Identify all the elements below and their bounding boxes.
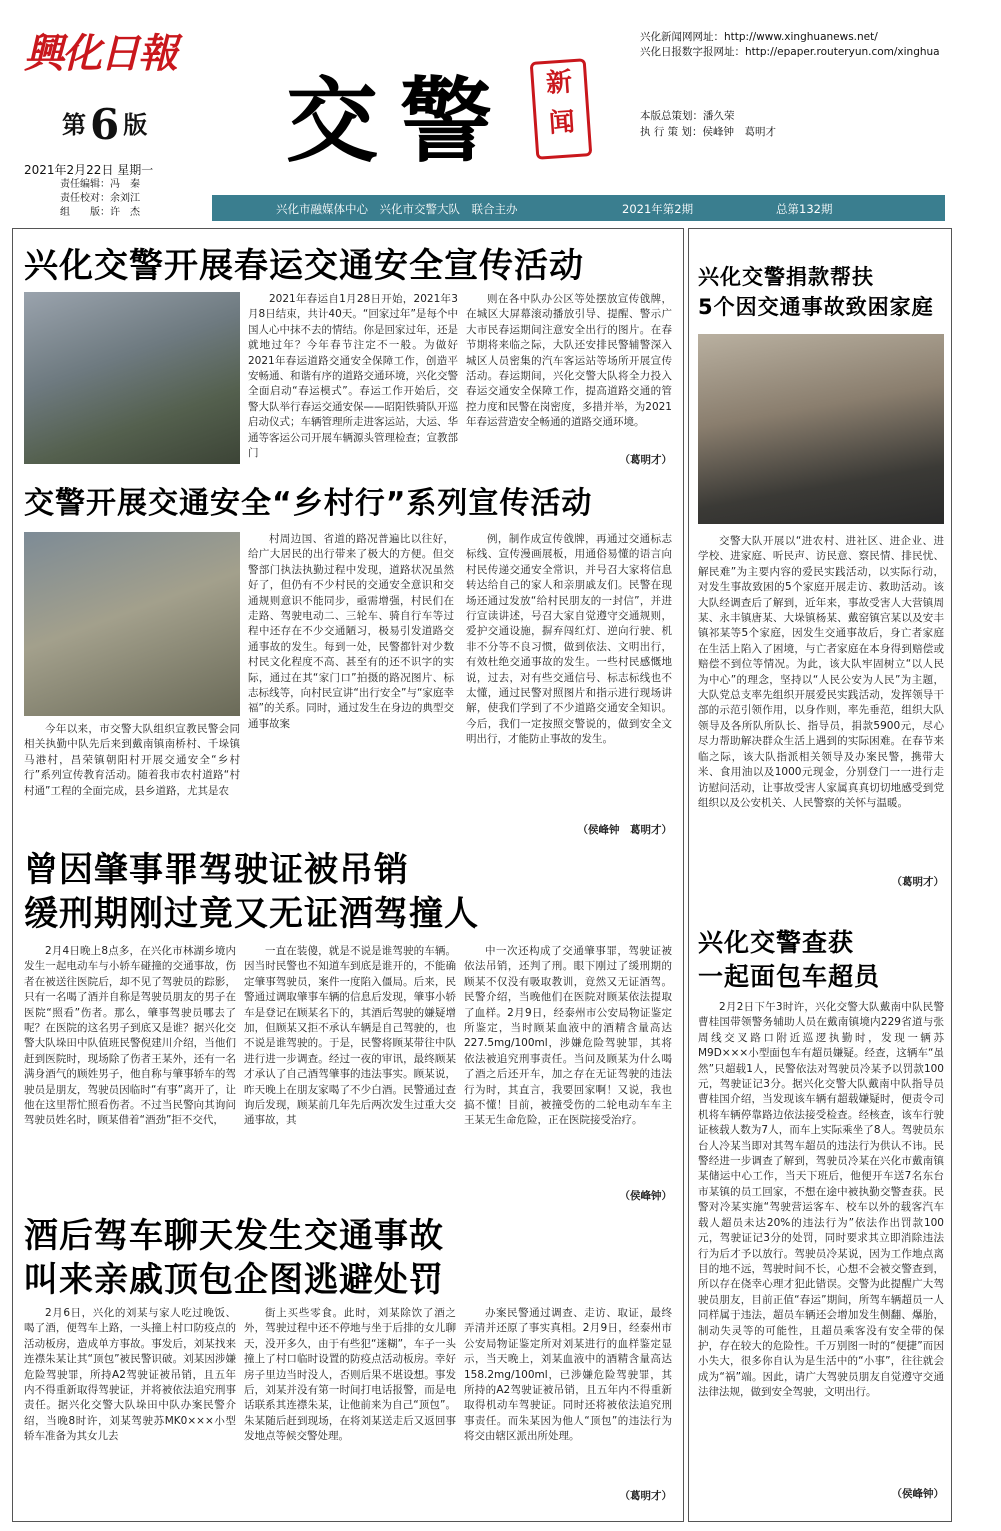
- article5-title-line1: 兴化交警捐款帮扶: [698, 265, 874, 289]
- article3-col2: 一直在装傻，就是不说是谁驾驶的车辆。因当时民警也不知道车到底是谁开的，不能确定肇事驾驶员，案件一度陷入僵局。后来，民警通过调取肇事车辆的信息后发现，肇事小轿车是登记在顾某名下的，其酒后驾驶的嫌疑增加，但顾某又拒不承认车辆是自己驾驶的，也不说是谁驾驶的。于是，民警将顾某带往中队进行进一步调查。经过一夜的审讯，最终顾某才承认了自己酒驾肇事的违法事实。顾某说，昨天晚上在朋友家喝了不少白酒。民警通过查询后发现，顾某前几年先后两次发生过重大交通事故，其: [244, 945, 456, 1127]
- editor-line-2: 责任校对：余刘江: [60, 193, 140, 204]
- article6-signature: （侯峰钟）: [891, 1488, 944, 1500]
- article5-title: [698, 262, 934, 322]
- url-news[interactable]: 兴化新闻网网址：http://www.xinghuanews.net/: [640, 31, 878, 43]
- article2-signature: （侯峰钟 葛明才）: [577, 824, 672, 836]
- newspaper-logo: 興化日報: [24, 30, 176, 77]
- chief-planner: 本版总策划：潘久荣: [640, 110, 735, 122]
- executive-planner: 执 行 策 划：侯峰钟 葛明才: [640, 126, 777, 138]
- article2-photo: [24, 532, 240, 716]
- planners: [640, 108, 776, 140]
- article4-title-line1: 酒后驾车聊天发生交通事故: [24, 1216, 444, 1256]
- article6-title-line2: 一起面包车超员: [698, 962, 881, 991]
- edition-number: [62, 100, 147, 149]
- edition-digit: 6: [90, 100, 120, 149]
- article3-title-line2: 缓刑期刚过竟又无证酒驾撞人: [24, 894, 479, 934]
- article1-photo: [24, 292, 240, 464]
- article6-body: 2月2日下午3时许，兴化交警大队戴南中队民警曹桂国带领警务辅助人员在戴南镇境内229省道与张周线交叉路口附近巡逻执勤时，发现一辆苏M9D×××小型面包车有超员嫌疑。经查，这辆车“虽然”只超载1人，民警依法对驾驶员冷某予以罚款100元，驾驶证记3分。据兴化交警大队戴南中队指导员曹桂国介绍，当发现该车辆有超载嫌疑时，便责令司机将车辆停靠路边依法接受检查。经核查，该车行驶证核载人数为7人，而车上实际乘坐了8人。驾驶员东台人冷某当即对其驾车超员的违法行为供认不讳。民警经进一步调查了解到，驾驶员冷某在兴化市戴南镇某储运中心工作，当天下班后，他便开车送7名东台市某镇的员工回家，不想在途中被执勤交警查获。民警对冷某实施“驾驶营运客车、校车以外的载客汽车载人超员未达20%的违法行为”依法作出罚款100元，驾驶证记3分的处罚，同时要求其立即消除违法行为后才予以放行。驾驶员冷某说，因为工作地点离目的地不远，驾驶时间不长，心想不会被交警查到，所以存在侥幸心理才犯此错误。交警为此提醒广大驾驶员朋友，目前正值“春运”期间，所驾车辆超员一人同样属于违法，超员车辆还会增加发生侧翻、爆胎，制动失灵等的可能性，且超员乘客没有安全带的保护，存在较大的危险性。千万别图一时的“便捷”而因小失大，很多你自认为是生活中的“小事”，往往就会成为“祸”端。因此，请广大驾驶员朋友自觉遵守交通法律法规，做到安全驾驶，文明出行。: [698, 1001, 944, 1399]
- article5-title-line2: 5个因交通事故致困家庭: [698, 295, 934, 319]
- url-epaper[interactable]: 兴化日报数字报网址：http://epaper.routeryun.com/xinghua: [640, 46, 940, 58]
- article1-signature: （葛明才）: [619, 454, 672, 466]
- article6-title-line1: 兴化交警查获: [698, 928, 855, 957]
- article4-title-line2: 叫来亲戚顶包企图逃避处罚: [24, 1260, 444, 1300]
- editor-line-3: 组 版：许 杰: [60, 207, 140, 218]
- band-hosts: 兴化市融媒体中心 兴化市交警大队 联合主办: [276, 202, 518, 216]
- article4-col1: 2月6日，兴化的刘某与家人吃过晚饭、喝了酒，便驾车上路，一头撞上村口防疫点的活动板房，造成单方事故。事发后，刘某找来连襟朱某让其“顶包”被民警识破。刘某因涉嫌危险驾驶罪，所持A2驾驶证被吊销，且五年内不得重新取得驾驶证，并将被依法追究刑事责任。据兴化交警大队垛田中队办案民警介绍，当晚8时许，刘某驾驶苏MK0×××小型轿车准备为其女儿去: [24, 1307, 236, 1443]
- article1-col1: 2021年春运自1月28日开始，2021年3月8日结束，共计40天。“回家过年”是每个中国人心中抹不去的情结。你是回家过年，还是就地过年？今年春节注定不一般。为做好2021年春运道路交通安全保障工作，创造平安畅通、和谐有序的道路交通环境，兴化交警全面启动“春运模式”。春运工作开始后，交警大队举行春运交通安保——昭阳铁骑队开巡启动仪式；车辆管理所走进客运站，大运、华通等客运公司开展车辆源头管理检查；宣教部门: [248, 293, 458, 460]
- article3-title: [24, 848, 479, 936]
- date-block: [24, 162, 153, 220]
- article2-col2: 村周边国、省道的路况普遍比以往好，给广大居民的出行带来了极大的方便。但交警部门执法执勤过程中发现，道路状况虽然好了，但仍有不少村民的交通安全意识和交通规则意识不能同步，亟需增强，村民们在走路、驾驶电动二、三轮车、骑自行车等过程中还存在不少交通陋习，极易引发道路交通事故的发生。每到一处，民警都针对少数村民文化程度不高、甚至有的还不识字的实际，通过在其“家门口”拍摄的路况图片、标志标线等，向村民宣讲“出行安全”与“家庭幸福”的关系。同时，通过发生在身边的典型交通事故案: [248, 533, 454, 730]
- article2-col1: 今年以来，市交警大队组织宣教民警会同相关执勤中队先后来到戴南镇南桥村、千垛镇马港村，昌荣镇朝阳村开展交通安全“乡村行”系列宣传教育活动。随着我市农村道路“村村通”工程的全面完成，县乡道路，尤其是农: [24, 723, 240, 797]
- host-band: [212, 195, 945, 221]
- band-total: 总第132期: [776, 202, 833, 216]
- article3-col3: 中一次还构成了交通肇事罪，驾驶证被依法吊销，还判了刑。眼下刚过了缓刑期的顾某不仅没有吸取教训，竟然又无证酒驾。民警介绍，当晚他们在医院对顾某依法提取了血样。2月9日，经泰州市公安局物证鉴定所鉴定，当时顾某血液中的酒精含量高达227.5mg/100ml，涉嫌危险驾驶罪，其将依法被追究刑事责任。当问及顾某为什么喝了酒之后还开车，加之存在无证驾驶的违法行为时，其直言，我要回家啊！又说，我也搞不懂！目前，被撞受伤的二轮电动车车主王某无生命危险，正在医院接受治疗。: [464, 945, 672, 1127]
- article5-signature: （葛明才）: [891, 876, 944, 888]
- article6-title: [698, 926, 880, 994]
- article5-body: 交警大队开展以“进农村、进社区、进企业、进学校、进家庭、听民声、访民意、察民情、排民忧、解民难”为主要内容的爱民实践活动，以实际行动，对发生事故致困的5个家庭开展走访、救助活动。该大队经调查后了解到，近年来，事故受害人大营镇周某、永丰镇唐某、大垛镇杨某、戴窑镇宫某以及安丰镇祁某等5个家庭，因发生交通事故后，身亡者家庭在生活上陷入了困境，与亡者家庭在本身得到赔偿或赔偿不到位等情况。为此，该大队牢固树立“以人民为中心”的理念，坚持以“人民公安为人民”为主题，大队党总支率先组织开展爱民实践活动，发挥领导干部的示范引领作用，以身作则，率先垂范，组织大队领导及各所队所队长、指导员，捐款5900元，尽心尽力帮助解决群众生活上遇到的实际困难。在春节来临之际，该大队指派相关领导及办案民警，携带大米、食用油以及1000元现金，分别登门一一进行走访慰问活动，让事故受害人家属真真切切地感受到党组织以及公安机关、人民警察的关怀与温暖。: [698, 535, 944, 809]
- seal-char-1: 新: [545, 67, 574, 99]
- edition-suffix: 版: [123, 110, 148, 139]
- article1-col2: 则在各中队办公区等处摆放宣传戗牌，在城区大屏幕滚动播放引导、提醒、警示广大市民春运期间注意安全出行的图片。在春节期将来临之际，大队还安排民警辅警深入城区人员密集的汽车客运站等场所开展宣传活动。春运期间，兴化交警大队将全力投入春运交通安全保障工作，提高道路交通的管控力度和民警在岗密度，多措并举，为2021年春运营造安全畅通的道路交通环境。: [466, 293, 672, 429]
- issue-date: 2021年2月22日 星期一: [24, 163, 154, 177]
- seal-char-2: 闻: [547, 107, 576, 139]
- article3-col1: 2月4日晚上8点多，在兴化市林湖乡境内发生一起电动车与小轿车碰撞的交通事故，伤者在被送往医院后，却不见了驾驶员的踪影，只有一名喝了酒并自称是驾驶员朋友的男子在医院“照看”伤者。那么，肇事驾驶员哪去了呢？在医院的这名男子到底又是谁？据兴化交警大队垛田中队值班民警倪建川介绍，当他们赶到医院时，现场除了伤者王某外，还有一名满身酒气的顾姓男子，他自称与肇事轿车的驾驶员是朋友，驾驶员因临时“有事”离开了，让他在这里帮忙照看伤者。不过当民警向其询问驾驶员姓名时，顾某借着“酒劲”拒不交代，: [24, 945, 236, 1127]
- article2-title: 交警开展交通安全“乡村行”系列宣传活动: [24, 486, 593, 521]
- article4-col3: 办案民警通过调查、走访、取证，最终弄清并还原了事实真相。2月9日，经泰州市公安局物证鉴定所对刘某进行的血样鉴定显示，当天晚上，刘某血液中的酒精含量高达158.2mg/100ml，已涉嫌危险驾驶罪，其所持的A2驾驶证被吊销，且五年内不得重新取得机动车驾驶证。同时还将被依法追究刑事责任。而朱某因为他人“顶包”的违法行为将交由辖区派出所处理。: [464, 1307, 672, 1443]
- editor-line-1: 责任编辑：冯 秦: [60, 179, 140, 190]
- article4-title: [24, 1214, 444, 1302]
- article3-signature: （侯峰钟）: [619, 1190, 672, 1202]
- article3-title-line1: 曾因肇事罪驾驶证被吊销: [24, 850, 409, 890]
- news-seal: [530, 58, 593, 160]
- article4-signature: （葛明才）: [619, 1490, 672, 1502]
- article1-title: 兴化交警开展春运交通安全宣传活动: [24, 246, 584, 286]
- website-urls: [640, 30, 940, 60]
- article4-col2: 街上买些零食。此时，刘某除饮了酒之外，驾驶过程中还不停地与坐于后排的女儿聊天，没开多久，由于有些犯“迷糊”，车子一头撞上了村口临时设置的防疫点活动板房。幸好房子里边当时没人，否则后果不堪设想。事发后，刘某并没有第一时间打电话报警，而是电话联系其连襟朱某，让他前来为自己“顶包”。朱某随后赶到现场，在将刘某送走后又返回事发地点等候交警处理。: [244, 1307, 456, 1443]
- band-issue: 2021年第2期: [622, 202, 694, 216]
- article2-col3: 例，制作成宣传戗牌，再通过交通标志标线、宣传漫画展板，用通俗易懂的语言向村民传递交通安全常识，并号召大家将信息转达给自己的家人和亲朋戚友们。民警在现场还通过发放“给村民朋友的一封信”，并进行宣读讲述，号召大家自觉遵守交通规则，爱护交通设施，摒弃闯红灯、逆向行驶、机非不分等不良习惯，做到依法、文明出行，有效杜绝交通事故的发生。一些村民感慨地说，过去，对有些交通信号、标志标线也不太懂，通过民警对照图片和指示进行现场讲解，使我们学到了不少道路交通安全知识。今后，我们一定按照交警说的，做到安全文明出行，才能防止事故的发生。: [466, 533, 672, 746]
- edition-prefix: 第: [62, 110, 86, 139]
- section-title: 交警: [286, 67, 515, 175]
- article5-photo: [698, 334, 944, 524]
